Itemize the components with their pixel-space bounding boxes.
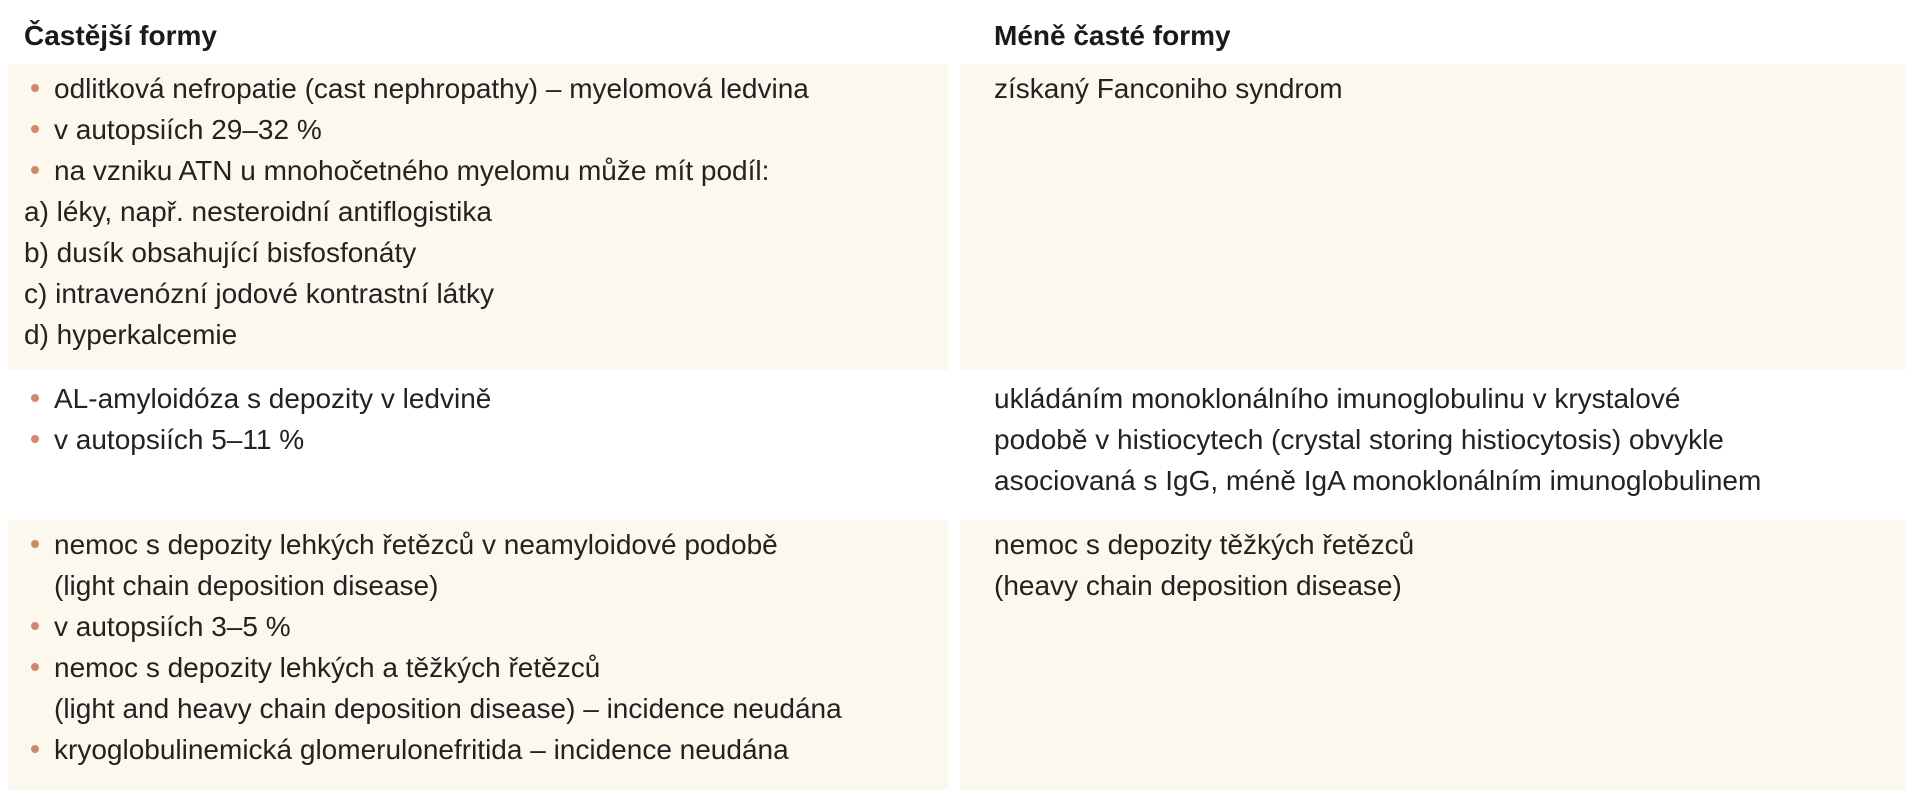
bullet-icon [31, 540, 39, 548]
row1-left-line5: b) dusík obsahující bisfosfonáty [24, 237, 417, 268]
row1-left-line7: d) hyperkalcemie [24, 319, 238, 350]
bullet-icon [31, 125, 39, 133]
row1-left-line2: v autopsiích 29–32 % [54, 114, 322, 145]
row2-right-line2: podobě v histiocytech (crystal storing histiocytosis) obvykle [994, 424, 1724, 455]
header-more-common-forms: Častější formy [24, 20, 217, 51]
row3-left-line5: (light and heavy chain deposition disease) – incidence neudána [54, 693, 842, 724]
bullet-icon [31, 394, 39, 402]
row3-left-line4: nemoc s depozity lehkých a těžkých řetězců [54, 652, 601, 683]
row1-left-line4: a) léky, např. nesteroidní antiflogistika [24, 196, 492, 227]
row3-left-line3: v autopsiích 3–5 % [54, 611, 291, 642]
row3-right-line2: (heavy chain deposition disease) [994, 570, 1402, 601]
row1-left-line1: odlitková nefropatie (cast nephropathy) – myelomová ledvina [54, 73, 809, 104]
row2-left-line1: AL-amyloidóza s depozity v ledvině [54, 383, 492, 414]
row1-right-line1: získaný Fanconiho syndrom [994, 73, 1343, 104]
row1-left-line3: na vzniku ATN u mnohočetného myelomu může mít podíl: [54, 155, 770, 186]
row2-right-line1: ukládáním monoklonálního imunoglobulinu v krystalové [994, 383, 1681, 414]
bullet-icon [31, 663, 39, 671]
bullet-icon [31, 435, 39, 443]
row3-left-line1: nemoc s depozity lehkých řetězců v neamyloidové podobě [54, 529, 778, 560]
bullet-icon [31, 84, 39, 92]
row1-right-cell [960, 64, 1905, 370]
row3-right-line1: nemoc s depozity těžkých řetězců [994, 529, 1415, 560]
bullet-icon [31, 745, 39, 753]
bullet-icon [31, 166, 39, 174]
row3-left-line6: kryoglobulinemická glomerulonefritida – incidence neudána [54, 734, 789, 765]
row2-left-line2: v autopsiích 5–11 % [54, 424, 305, 455]
header-less-common-forms: Méně časté formy [994, 20, 1231, 51]
row3-left-line2: (light chain deposition disease) [54, 570, 439, 601]
bullet-icon [31, 622, 39, 630]
row1-left-line6: c) intravenózní jodové kontrastní látky [24, 278, 495, 309]
row2-right-line3: asociovaná s IgG, méně IgA monoklonálním imunoglobulinem [994, 465, 1762, 496]
